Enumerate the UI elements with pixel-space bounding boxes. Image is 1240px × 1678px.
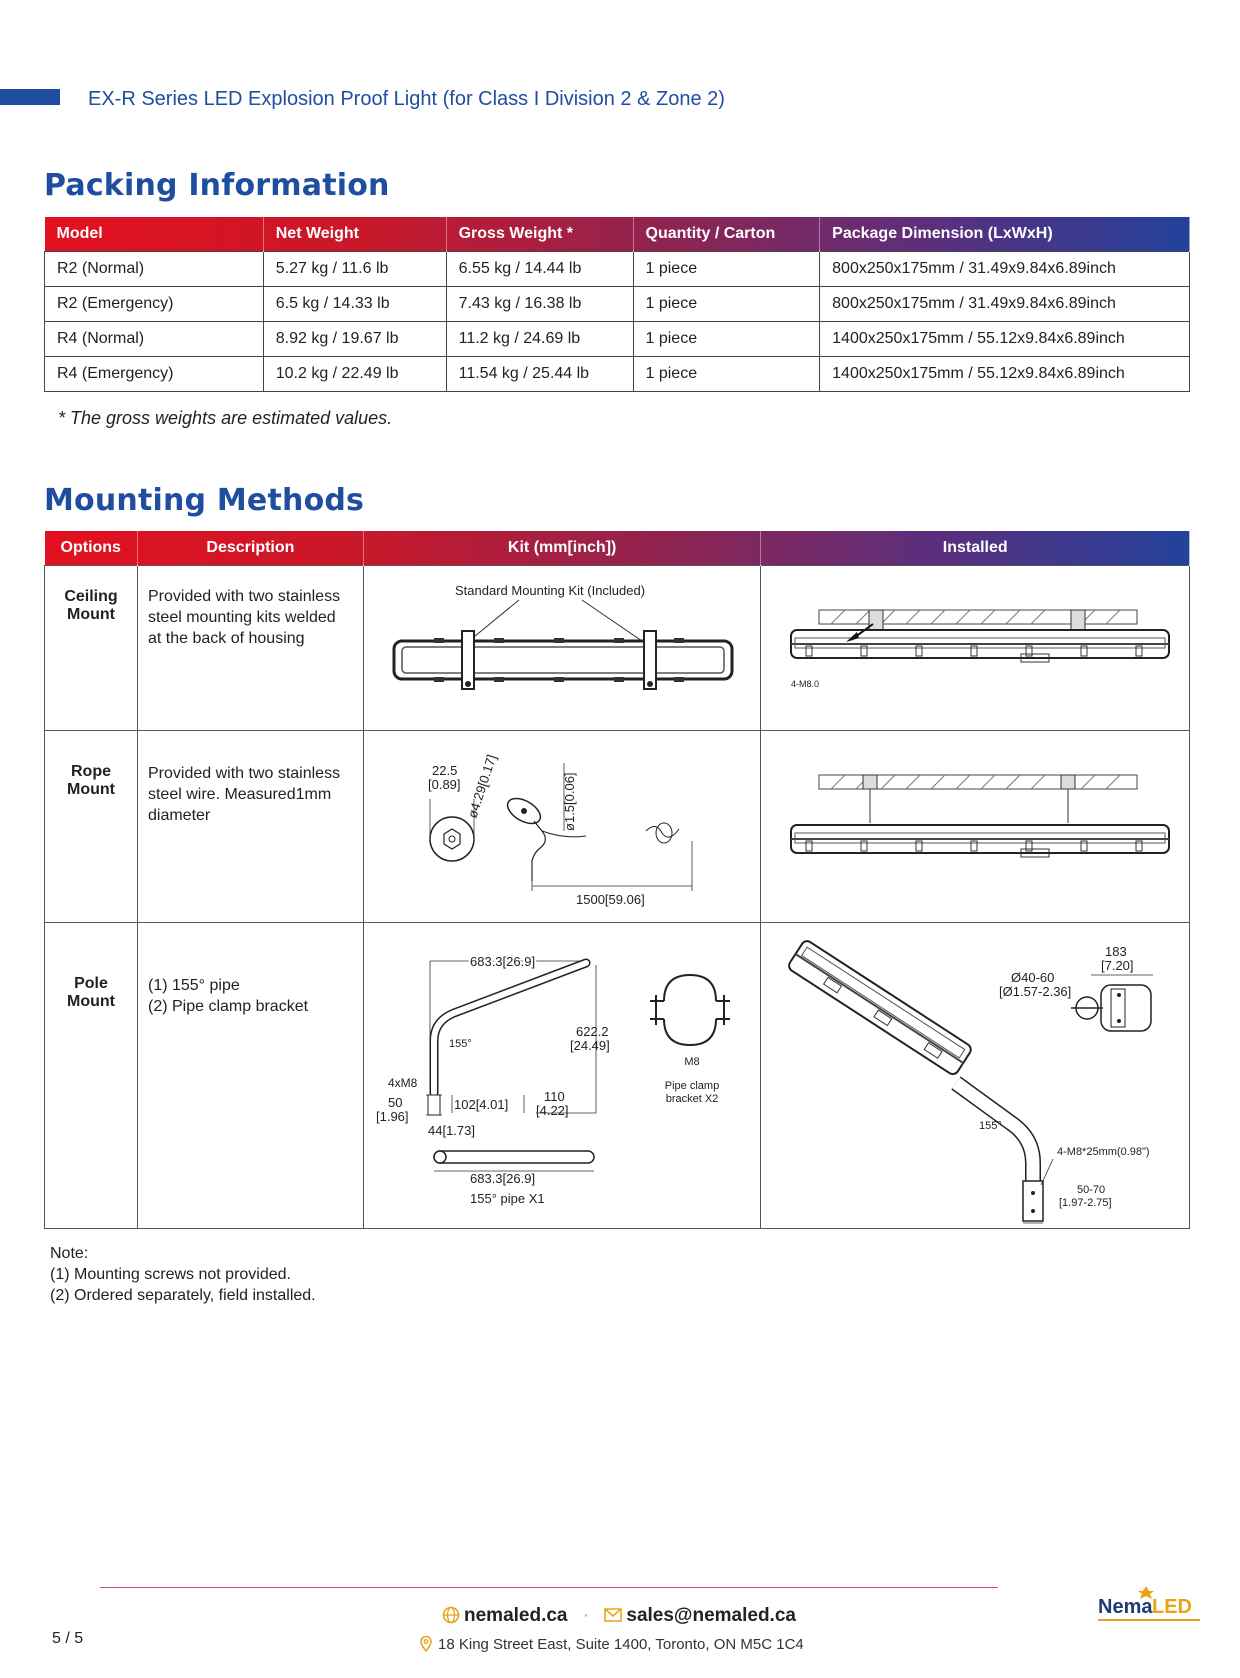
installed-dim-label: 183: [1105, 943, 1128, 959]
pole-dim-label: [1.96]: [375, 1108, 409, 1124]
packing-header-row: [45, 217, 1190, 251]
description-pole: [137, 922, 363, 1228]
globe-icon: [442, 1606, 460, 1624]
note-heading: Note:: [50, 1245, 89, 1262]
table-cell: 1400x250x175mm / 55.12x9.84x6.89inch: [820, 321, 1190, 356]
pole-dim-label: 102[4.01]: [453, 1096, 509, 1112]
packing-col-gross-weight: Gross Weight *: [446, 217, 633, 251]
kit-rope: [363, 730, 761, 922]
footer-contact: [442, 1605, 796, 1627]
mail-icon: [604, 1608, 622, 1622]
description-ceiling: [137, 565, 363, 730]
installed-dim-label: [7.20]: [1101, 957, 1134, 973]
mounting-col-installed: Installed: [761, 531, 1190, 565]
installed-angle-label: 155°: [979, 1119, 1003, 1132]
mounting-col-description: Description: [137, 531, 363, 565]
footer-separator: ·: [582, 1605, 590, 1626]
rope-installed-diagram: [761, 731, 1190, 923]
pole-screw-label: 4xM8: [387, 1075, 418, 1090]
table-cell: 1 piece: [633, 286, 820, 321]
rope-length-label: 1500[59.06]: [575, 891, 645, 907]
nemaled-logo: [1096, 1584, 1204, 1624]
pole-dim-label: [4.22]: [535, 1102, 569, 1118]
table-row: [45, 251, 1190, 286]
option-line: Mount: [67, 992, 115, 1010]
ceiling-screw-label: 4-M8.0: [791, 678, 820, 689]
table-row: [45, 286, 1190, 321]
installed-dim-label: 50-70: [1077, 1183, 1106, 1196]
pole-height-label: [24.49]: [569, 1037, 610, 1053]
pole-installed-diagram: [761, 923, 1190, 1229]
mounting-table: [44, 531, 1190, 1229]
pipe-length-label: 683.3[26.9]: [469, 1170, 535, 1186]
option-line: Rope: [70, 762, 111, 780]
description-line: Provided with two stainless: [147, 764, 341, 782]
table-cell: 6.5 kg / 14.33 lb: [263, 286, 446, 321]
logo-text: Nema: [1098, 1596, 1153, 1618]
description-line: (1) 155° pipe: [147, 976, 240, 994]
installed-ceiling: [761, 565, 1190, 730]
header-title: EX-R Series LED Explosion Proof Light (for Class I Division 2 & Zone 2): [88, 88, 725, 110]
table-cell: 6.55 kg / 14.44 lb: [446, 251, 633, 286]
gross-weight-footnote: * The gross weights are estimated values.: [58, 408, 393, 428]
table-cell: R2 (Emergency): [45, 286, 264, 321]
address-text: 18 King Street East, Suite 1400, Toronto, ON M5C 1C4: [438, 1636, 804, 1653]
option-line: Pole: [74, 974, 108, 992]
clamp-m8-label: M8: [684, 1055, 700, 1068]
packing-col-model: Model: [45, 217, 264, 251]
packing-col-dimension: Package Dimension (LxWxH): [820, 217, 1190, 251]
table-cell: 11.2 kg / 24.69 lb: [446, 321, 633, 356]
rope-dim-label: [0.89]: [427, 776, 461, 792]
pole-kit-diagram: [364, 923, 762, 1229]
table-cell: 800x250x175mm / 31.49x9.84x6.89inch: [820, 251, 1190, 286]
table-row: [45, 730, 1190, 922]
page-number: 5 / 5: [52, 1630, 84, 1647]
pole-dim-label: 110: [543, 1088, 565, 1104]
option-line: Mount: [67, 605, 115, 623]
table-cell: 1 piece: [633, 251, 820, 286]
pole-angle-label: 155°: [448, 1037, 472, 1050]
mounting-header-row: [45, 531, 1190, 565]
description-line: at the back of housing: [147, 629, 305, 647]
pole-height-label: 622.2: [575, 1023, 609, 1039]
table-cell: 1 piece: [633, 356, 820, 391]
table-cell: 11.54 kg / 25.44 lb: [446, 356, 633, 391]
description-line: diameter: [147, 806, 211, 824]
footer-address: [420, 1636, 804, 1653]
table-cell: R4 (Emergency): [45, 356, 264, 391]
note-line: (1) Mounting screws not provided.: [50, 1266, 291, 1283]
ceiling-kit-diagram: [364, 566, 762, 731]
ceiling-installed-diagram: [761, 566, 1190, 731]
installed-dim-label: [Ø1.57-2.36]: [999, 983, 1072, 999]
rope-kit-diagram: [364, 731, 762, 923]
clamp-caption: Pipe clamp: [664, 1079, 720, 1092]
ceiling-kit-caption: Standard Mounting Kit (Included): [454, 582, 645, 598]
installed-pole: [761, 922, 1190, 1228]
description-line: Provided with two stainless: [147, 587, 341, 605]
table-row: [45, 922, 1190, 1228]
description-line: steel mounting kits welded: [147, 608, 336, 626]
pipe-caption: 155° pipe X1: [469, 1190, 545, 1206]
option-line: Ceiling: [64, 587, 118, 605]
rope-dim-label: 22.5: [431, 762, 458, 778]
table-cell: 1 piece: [633, 321, 820, 356]
table-cell: 1400x250x175mm / 55.12x9.84x6.89inch: [820, 356, 1190, 391]
email-link[interactable]: sales@nemaled.ca: [626, 1605, 796, 1626]
mounting-notes: [50, 1243, 316, 1306]
option-rope: [45, 730, 138, 922]
table-cell: R4 (Normal): [45, 321, 264, 356]
table-cell: 800x250x175mm / 31.49x9.84x6.89inch: [820, 286, 1190, 321]
table-row: [45, 565, 1190, 730]
packing-table: [44, 217, 1190, 392]
mounting-col-options: Options: [45, 531, 138, 565]
table-cell: 10.2 kg / 22.49 lb: [263, 356, 446, 391]
table-row: [45, 356, 1190, 391]
pole-top-length: 683.3[26.9]: [469, 953, 535, 969]
header-accent-bar: [0, 89, 60, 105]
table-cell: R2 (Normal): [45, 251, 264, 286]
note-line: (2) Ordered separately, field installed.: [50, 1287, 316, 1304]
table-cell: 5.27 kg / 11.6 lb: [263, 251, 446, 286]
website-link[interactable]: nemaled.ca: [464, 1605, 568, 1626]
location-pin-icon: [420, 1636, 432, 1652]
description-rope: [137, 730, 363, 922]
pole-dim-label: 50: [387, 1094, 403, 1110]
table-cell: 8.92 kg / 19.67 lb: [263, 321, 446, 356]
footer-divider: [100, 1587, 998, 1588]
option-line: Mount: [67, 780, 115, 798]
packing-col-quantity: Quantity / Carton: [633, 217, 820, 251]
table-row: [45, 321, 1190, 356]
logo-text: LED: [1152, 1596, 1192, 1618]
rope-dim-label: ø4.29[0.17]: [464, 752, 500, 820]
installed-dim-label: [1.97-2.75]: [1059, 1196, 1113, 1209]
clamp-caption: bracket X2: [665, 1092, 719, 1105]
kit-pole: [363, 922, 761, 1228]
pole-dim-label: 44[1.73]: [427, 1122, 475, 1138]
packing-col-net-weight: Net Weight: [263, 217, 446, 251]
installed-screw-label: 4-M8*25mm(0.98"): [1057, 1145, 1150, 1158]
mounting-title: Mounting Methods: [44, 483, 365, 518]
rope-dim-label: ø1.5[0.06]: [561, 771, 577, 831]
installed-rope: [761, 730, 1190, 922]
packing-title: Packing Information: [44, 168, 390, 203]
kit-ceiling: [363, 565, 761, 730]
description-line: (2) Pipe clamp bracket: [147, 997, 309, 1015]
mounting-col-kit: Kit (mm[inch]): [363, 531, 761, 565]
table-cell: 7.43 kg / 16.38 lb: [446, 286, 633, 321]
description-line: steel wire. Measured1mm: [147, 785, 332, 803]
option-pole: [45, 922, 138, 1228]
option-ceiling: [45, 565, 138, 730]
installed-dim-label: Ø40-60: [1011, 969, 1055, 985]
logo-icon: [1096, 1584, 1204, 1624]
